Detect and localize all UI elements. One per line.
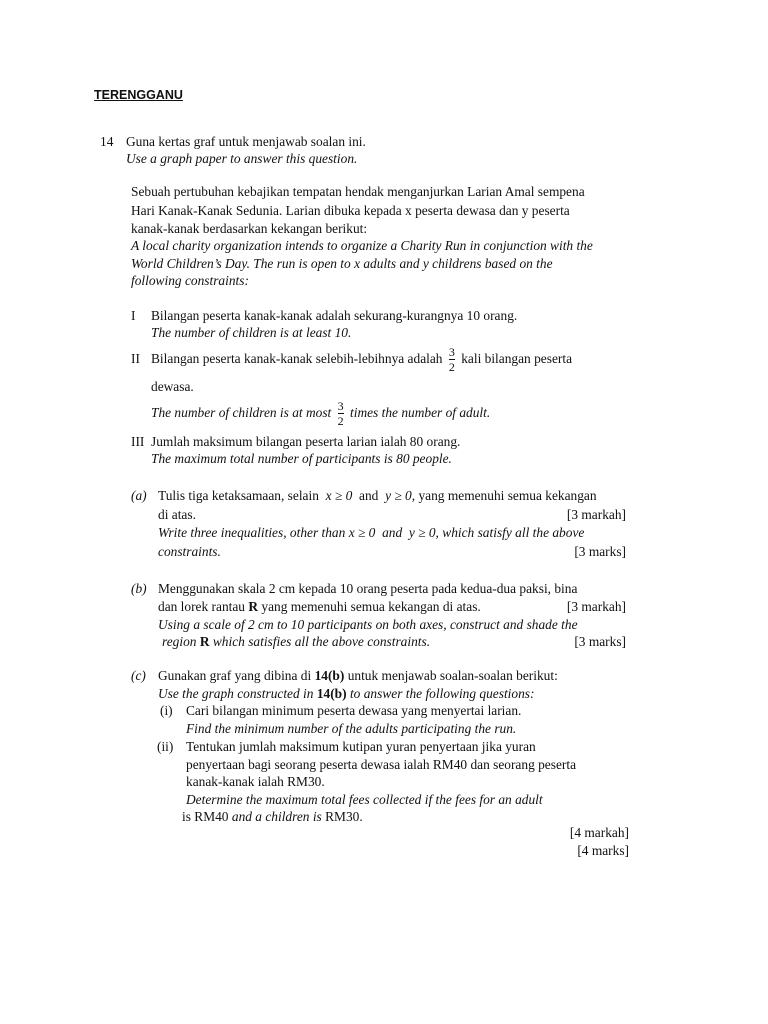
part-a-en-line-2: constraints. [158,544,221,559]
sub-part-i-label: (i) [160,703,173,718]
marks-label: [3 markah] [566,599,626,614]
part-a-ms-line-2: di atas. [158,507,196,522]
part-a-label-text: (a) [131,488,147,503]
sub-part-ii-en-line-1: Determine the maximum total fees collected if the fees for an adult [186,792,543,807]
part-b-ms-line-1: Menggunakan skala 2 cm kepada 10 orang peserta pada kedua-dua paksi, bina [158,581,578,596]
constraint-1-ms: Bilangan peserta kanak-kanak adalah sekurang-kurangnya 10 orang. [151,308,518,323]
marks-label: [3 markah] [566,507,626,522]
fraction [338,400,344,428]
fraction-denominator: 2 [337,413,344,428]
constraint-numeral-i: I [131,308,136,323]
sub-part-ii-en-text: and a children is [231,809,322,824]
question-number: 14 [100,134,114,149]
page-heading: TERENGGANU [94,88,183,102]
part-a-ms-text-end: yang memenuhi semua kekangan [418,488,597,503]
conjunction: and [382,525,403,540]
part-a-ms-text: Tulis tiga ketaksamaan, selain [158,488,319,503]
part-b-label [131,581,147,597]
region-label: R [248,599,259,614]
part-c-en-line [158,686,534,702]
sub-part-ii-label: (ii) [157,739,174,754]
inequality-x: x ≥ 0 [348,525,376,540]
sub-part-i-ms: Cari bilangan minimum peserta dewasa yang menyertai larian. [186,703,522,718]
part-b-ms-line-2 [158,599,481,615]
constraint-2-ms-cont: dewasa. [151,379,194,394]
inequality-y: y ≥ 0, [408,525,439,540]
part-b-ms-text: dan lorek rantau [158,599,245,614]
fraction-denominator: 2 [448,359,455,374]
paragraph-ms-line: Hari Kanak-Kanak Sedunia. Larian dibuka kepada x peserta dewasa dan y peserta [131,203,570,218]
constraint-2-en-line [151,397,490,429]
constraint-2-en-text: The number of children is at most [151,405,332,420]
paragraph-ms-line: Sebuah pertubuhan kebajikan tempatan hendak menganjurkan Larian Amal sempena [131,184,585,199]
inequality-x: x ≥ 0 [325,488,353,503]
part-b-ms-text-end: yang memenuhi semua kekangan di atas. [261,599,481,614]
fraction-numerator: 3 [448,344,455,359]
constraint-3-ms: Jumlah maksimum bilangan peserta larian ialah 80 orang. [151,434,461,449]
part-b-en-text-end: which satisfies all the above constraints. [212,634,431,649]
constraint-2-ms-text-end: kali bilangan peserta [461,351,573,366]
part-a-label [131,488,147,504]
marks-label: [4 markah] [569,825,629,840]
part-c-ms-line [158,668,558,684]
part-b-en-line-1: Using a scale of 2 cm to 10 participants on both axes, construct and shade the [158,617,578,632]
constraint-3-en: The maximum total number of participants is 80 people. [151,451,452,466]
part-b-en-line-2 [162,634,430,650]
constraint-2-ms-text: Bilangan peserta kanak-kanak selebih-lebihnya adalah [151,351,443,366]
sub-part-ii-en-line-2 [182,809,363,825]
fee-child: RM30. [325,809,363,824]
part-c-label-text: (c) [131,668,146,683]
constraint-numeral-ii: II [131,351,140,366]
marks-label: [3 marks] [574,634,626,649]
sub-part-ii-ms-line: kanak-kanak ialah RM30. [186,774,325,789]
constraint-2-en-text-end: times the number of adult. [350,405,491,420]
part-c-label [131,668,146,684]
part-c-ms-text: Gunakan graf yang dibina di [158,668,312,683]
fee-adult: is RM40 [182,809,229,824]
marks-label: [4 marks] [577,843,629,858]
part-c-en-text: Use the graph constructed in [158,686,314,701]
constraint-1-en: The number of children is at least 10. [151,325,352,340]
sub-part-i-en: Find the minimum number of the adults participating the run. [186,721,517,736]
constraint-2-ms-line [151,343,572,375]
sub-part-ii-ms-line: penyertaan bagi seorang peserta dewasa ialah RM40 dan seorang peserta [186,757,577,772]
constraint-numeral-iii: III [131,434,145,449]
part-a-en-line-1 [158,525,584,541]
paragraph-en-line: A local charity organization intends to organize a Charity Run in conjunction with the [131,238,593,253]
question-intro-en: Use a graph paper to answer this question. [126,151,358,166]
part-a-en-text: Write three inequalities, other than [158,525,346,540]
part-c-en-text-end: to answer the following questions: [349,686,535,701]
part-a-en-text-end: which satisfy all the above [442,525,585,540]
conjunction: and [359,488,379,503]
paragraph-ms-line: kanak-kanak berdasarkan kekangan berikut: [131,221,368,236]
inequality-y: y ≥ 0, [385,488,416,503]
fraction-numerator: 3 [337,398,344,413]
paragraph-en-line: following constraints: [131,273,249,288]
part-c-ms-text-end: untuk menjawab soalan-soalan berikut: [347,668,558,683]
sub-part-ii-ms-line: Tentukan jumlah maksimum kutipan yuran penyertaan jika yuran [186,739,536,754]
question-reference: 14(b) [314,668,345,683]
question-reference: 14(b) [316,686,347,701]
paragraph-en-line: World Children’s Day. The run is open to x adults and y childrens based on the [131,256,553,271]
part-b-label-text: (b) [131,581,147,596]
question-intro-ms: Guna kertas graf untuk menjawab soalan ini. [126,134,366,149]
part-b-en-text: region [162,634,197,649]
fraction [449,346,455,374]
region-label: R [199,634,210,649]
part-a-ms-line-1 [158,488,597,504]
marks-label: [3 marks] [574,544,626,559]
